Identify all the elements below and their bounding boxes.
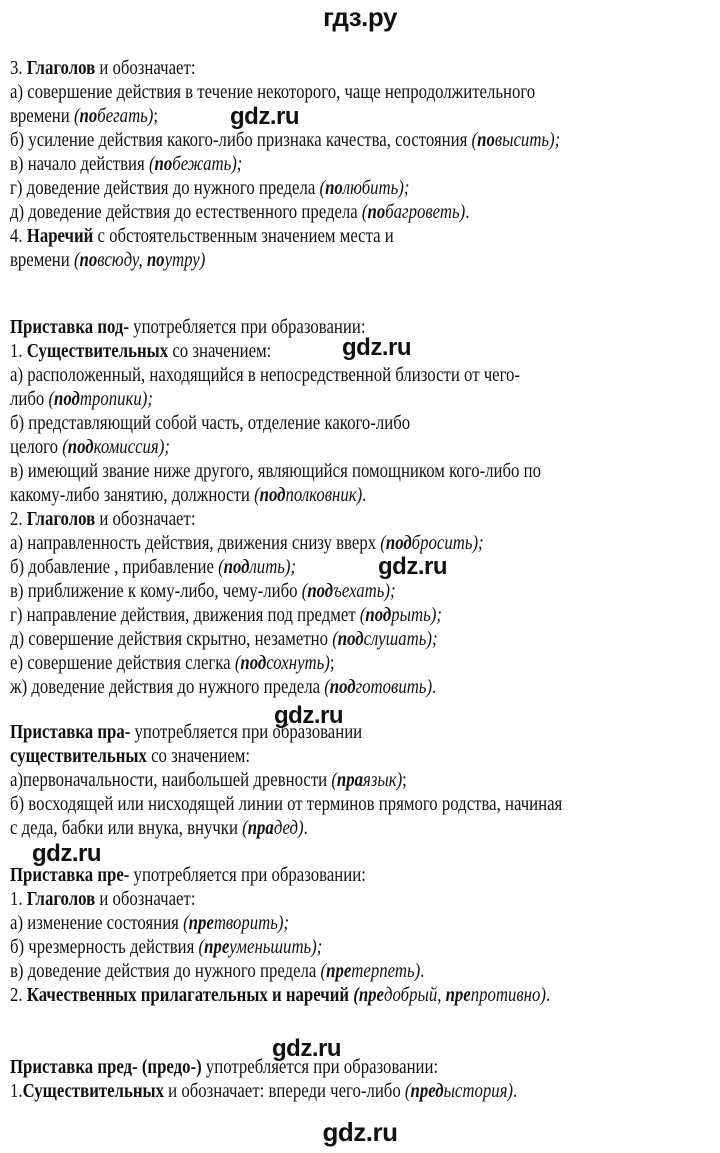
item-number: 4. bbox=[10, 226, 27, 247]
text: с обстоятельственным значением места и bbox=[93, 226, 394, 247]
bold-term: Глаголов bbox=[26, 889, 96, 910]
example-rest: багроветь) bbox=[385, 202, 466, 223]
text: либо bbox=[10, 389, 49, 410]
paren: ( bbox=[324, 677, 330, 698]
bold-term: Существительных bbox=[26, 341, 169, 362]
example-rest: уменьшить) bbox=[229, 937, 317, 958]
text: г) доведение действия до нужного предела bbox=[10, 178, 320, 199]
section-title-pod bbox=[10, 316, 366, 340]
text: а) совершение действия в течение некоторого, чаще непродолжительного bbox=[10, 82, 536, 103]
example-rest: сохнуть) bbox=[266, 653, 330, 674]
text: б) восходящей или нисходящей линии от терминов прямого родства, начиная bbox=[10, 794, 563, 815]
prefix: под bbox=[337, 629, 364, 650]
example-rest: бросить) bbox=[411, 533, 479, 554]
bold-term: Приставка пред- (предо-) bbox=[10, 1057, 202, 1078]
punct: ; bbox=[236, 154, 243, 175]
list-item bbox=[10, 676, 436, 700]
list-item bbox=[10, 793, 562, 817]
watermark: gdz.ru bbox=[274, 702, 343, 729]
example bbox=[149, 154, 242, 175]
paren: ( bbox=[320, 961, 327, 982]
example bbox=[62, 437, 170, 458]
example bbox=[74, 250, 205, 271]
paren: ( bbox=[62, 437, 68, 458]
text: употребляется при образовании: bbox=[129, 865, 366, 886]
punct: ; bbox=[431, 629, 438, 650]
paren: ( bbox=[198, 937, 205, 958]
text: а)первоначальности, наибольшей древности bbox=[10, 770, 332, 791]
bold-term: Качественных прилагательных и наречий bbox=[26, 985, 354, 1006]
paren: ( bbox=[359, 605, 366, 626]
watermark: gdz.ru bbox=[230, 103, 299, 130]
punct: . bbox=[545, 985, 551, 1006]
example-rest: утру) bbox=[164, 250, 206, 271]
adverbs-heading-po bbox=[10, 225, 394, 249]
prefix: пре bbox=[204, 937, 230, 958]
bold-term: Приставка под- bbox=[10, 317, 129, 338]
prefix: под bbox=[259, 485, 286, 506]
punct: ; bbox=[290, 557, 297, 578]
list-item bbox=[10, 484, 366, 508]
section-title-pre bbox=[10, 864, 366, 888]
example-rest: терпеть) bbox=[351, 961, 421, 982]
punct: ; bbox=[389, 581, 396, 602]
example bbox=[254, 485, 362, 506]
punct: ; bbox=[164, 437, 170, 458]
example-rest: ъехать) bbox=[333, 581, 390, 602]
example-rest: полковник) bbox=[285, 485, 363, 506]
example-rest: творить) bbox=[213, 913, 284, 934]
punct: . bbox=[513, 1081, 518, 1102]
item-number: 2. bbox=[10, 509, 27, 530]
nouns-line-pred bbox=[10, 1080, 517, 1104]
list-item bbox=[10, 628, 438, 652]
punct: ; bbox=[402, 770, 407, 791]
paren: ( bbox=[48, 389, 55, 410]
prefix: под bbox=[365, 605, 392, 626]
text: е) совершение действия слегка bbox=[10, 653, 235, 674]
example bbox=[353, 985, 546, 1006]
punct: . bbox=[465, 202, 470, 223]
example bbox=[405, 1081, 513, 1102]
bold-term: Наречий bbox=[26, 226, 94, 247]
section-line-pra bbox=[10, 745, 250, 769]
example bbox=[380, 533, 483, 554]
list-item bbox=[10, 460, 541, 484]
example-rest: всюду, bbox=[97, 250, 147, 271]
item-number: 1. bbox=[10, 889, 27, 910]
paren: ( bbox=[319, 178, 326, 199]
item-number: 2. bbox=[10, 985, 27, 1006]
example bbox=[242, 818, 303, 839]
paren: ( bbox=[148, 154, 155, 175]
example-rest: тропики) bbox=[79, 389, 148, 410]
paren: ( bbox=[404, 1081, 411, 1102]
list-item bbox=[10, 769, 407, 793]
prefix: под bbox=[329, 677, 356, 698]
punct: ; bbox=[283, 913, 290, 934]
list-item bbox=[10, 652, 335, 676]
prefix: по bbox=[367, 202, 386, 223]
example-rest: слушать) bbox=[363, 629, 432, 650]
example-rest: рыть) bbox=[391, 605, 437, 626]
example bbox=[360, 605, 442, 626]
prefix: пре bbox=[358, 985, 384, 1006]
text: а) направленность действия, движения снизу вверх bbox=[10, 533, 381, 554]
list-item bbox=[10, 81, 535, 105]
example-rest: готовить) bbox=[355, 677, 433, 698]
prefix: пра bbox=[336, 770, 364, 791]
text: б) чрезмерность действия bbox=[10, 937, 199, 958]
list-item bbox=[10, 436, 170, 460]
list-item bbox=[10, 249, 205, 273]
list-item bbox=[10, 604, 442, 628]
paren: ( bbox=[301, 581, 308, 602]
text: д) совершение действия скрытно, незаметно bbox=[10, 629, 333, 650]
text: а) изменение состояния bbox=[10, 913, 184, 934]
punct: . bbox=[303, 818, 308, 839]
example-rest: язык) bbox=[363, 770, 403, 791]
text: а) расположенный, находящийся в непосредственной близости от чего- bbox=[10, 365, 521, 386]
prefix: пре bbox=[326, 961, 352, 982]
watermark: gdz.ru bbox=[32, 840, 101, 867]
example bbox=[199, 937, 323, 958]
punct: ; bbox=[316, 937, 323, 958]
example bbox=[302, 581, 396, 602]
example-rest: противно) bbox=[470, 985, 546, 1006]
text: и обозначает: bbox=[95, 889, 196, 910]
punct: . bbox=[420, 961, 425, 982]
punct: ; bbox=[403, 178, 410, 199]
text: и обозначает: впереди чего-либо bbox=[163, 1081, 405, 1102]
paren: ( bbox=[234, 653, 241, 674]
prefix: по bbox=[325, 178, 343, 199]
list-item bbox=[10, 153, 242, 177]
prefix: по bbox=[154, 154, 173, 175]
punct: ; bbox=[147, 389, 153, 410]
text: целого bbox=[10, 437, 63, 458]
list-item bbox=[10, 556, 296, 580]
text: с деда, бабки или внука, внучки bbox=[10, 818, 243, 839]
punct: ; bbox=[478, 533, 484, 554]
paren: ( bbox=[73, 250, 80, 271]
adjectives-line-pre bbox=[10, 984, 550, 1008]
prefix: по bbox=[79, 106, 98, 127]
text: б) добавление , прибавление bbox=[10, 557, 219, 578]
text: б) представляющий собой часть, отделение какого-либо bbox=[10, 413, 411, 434]
paren: ( bbox=[361, 202, 368, 223]
text: времени bbox=[10, 250, 74, 271]
text: ж) доведение действия до нужного предела bbox=[10, 677, 325, 698]
punct: ; bbox=[329, 653, 335, 674]
item-number: 3. bbox=[10, 58, 27, 79]
verbs-heading-pod bbox=[10, 508, 195, 532]
example-rest: ыстория) bbox=[443, 1081, 514, 1102]
list-item bbox=[10, 129, 560, 153]
paren: ( bbox=[242, 818, 248, 839]
prefix: под bbox=[385, 533, 412, 554]
example-rest: комиссия) bbox=[93, 437, 165, 458]
paren: ( bbox=[353, 985, 359, 1006]
footer-watermark: gdz.ru bbox=[322, 1117, 398, 1147]
prefix: по bbox=[477, 130, 495, 151]
prefix: по bbox=[79, 250, 98, 271]
example-rest: бегать) bbox=[97, 106, 154, 127]
list-item bbox=[10, 201, 469, 225]
punct: . bbox=[362, 485, 367, 506]
section-title-pra bbox=[10, 721, 362, 745]
example bbox=[218, 557, 296, 578]
example-rest: бежать) bbox=[172, 154, 237, 175]
text: в) начало действия bbox=[10, 154, 149, 175]
paren: ( bbox=[331, 770, 337, 791]
list-item bbox=[10, 105, 158, 129]
list-item bbox=[10, 960, 424, 984]
bold-term: Приставка пра- bbox=[10, 722, 131, 743]
text: в) имеющий звание ниже другого, являющийся помощником кого-либо по bbox=[10, 461, 541, 482]
text: в) доведение действия до нужного предела bbox=[10, 961, 321, 982]
text: употребляется при образовании: bbox=[201, 1057, 439, 1078]
prefix: под bbox=[240, 653, 267, 674]
example bbox=[331, 770, 402, 791]
text: и обозначает: bbox=[95, 58, 196, 79]
text: со значением: bbox=[168, 341, 272, 362]
punct: ; bbox=[436, 605, 442, 626]
example-rest: добрый, bbox=[383, 985, 446, 1006]
list-item bbox=[10, 177, 409, 201]
site-header-title: гдз.ру bbox=[323, 2, 397, 32]
list-item bbox=[10, 412, 410, 436]
item-number: 1. bbox=[10, 341, 27, 362]
example bbox=[183, 913, 289, 934]
paren: ( bbox=[471, 130, 478, 151]
example-rest: дед) bbox=[273, 818, 304, 839]
example bbox=[362, 202, 465, 223]
bold-term: Приставка пре- bbox=[10, 865, 130, 886]
example bbox=[332, 629, 437, 650]
text: в) приближение к кому-либо, чему-либо bbox=[10, 581, 302, 602]
example-rest: лить) bbox=[249, 557, 291, 578]
paren: ( bbox=[218, 557, 224, 578]
prefix: под bbox=[223, 557, 250, 578]
list-item bbox=[10, 936, 322, 960]
list-item bbox=[10, 580, 396, 604]
prefix: пре bbox=[188, 913, 214, 934]
item-number: 1. bbox=[10, 1081, 23, 1102]
paren: ( bbox=[73, 106, 80, 127]
example bbox=[472, 130, 561, 151]
nouns-heading-pod bbox=[10, 340, 271, 364]
list-item bbox=[10, 364, 520, 388]
punct: ; bbox=[153, 106, 159, 127]
example bbox=[74, 106, 153, 127]
prefix: под bbox=[307, 581, 334, 602]
text: д) доведение действия до естественного предела bbox=[10, 202, 362, 223]
example bbox=[48, 389, 152, 410]
section-title-pred bbox=[10, 1056, 438, 1080]
watermark: gdz.ru bbox=[342, 334, 411, 361]
prefix: по bbox=[146, 250, 165, 271]
text: времени bbox=[10, 106, 74, 127]
punct: ; bbox=[554, 130, 561, 151]
watermark: gdz.ru bbox=[378, 553, 447, 580]
example bbox=[321, 961, 421, 982]
text: г) направление действия, движения под предмет bbox=[10, 605, 360, 626]
watermark: gdz.ru bbox=[272, 1035, 341, 1062]
text: и обозначает: bbox=[95, 509, 196, 530]
prefix: пре bbox=[445, 985, 471, 1006]
paren: ( bbox=[332, 629, 338, 650]
text: какому-либо занятию, должности bbox=[10, 485, 255, 506]
text: употребляется при образовании: bbox=[128, 317, 366, 338]
punct: . bbox=[432, 677, 437, 698]
example-rest: любить) bbox=[342, 178, 404, 199]
prefix: под bbox=[54, 389, 80, 410]
list-item bbox=[10, 912, 289, 936]
bold-term: существительных bbox=[10, 746, 147, 767]
list-item bbox=[10, 388, 153, 412]
text: употребляется при образовании bbox=[130, 722, 363, 743]
verbs-heading-pre bbox=[10, 888, 195, 912]
text: б) усиление действия какого-либо признака качества, состояния bbox=[10, 130, 472, 151]
prefix: пра bbox=[247, 818, 274, 839]
verbs-heading-po bbox=[10, 57, 195, 81]
example bbox=[235, 653, 330, 674]
example-rest: высить) bbox=[494, 130, 555, 151]
bold-term: Существительных bbox=[22, 1081, 164, 1102]
paren: ( bbox=[183, 913, 189, 934]
paren: ( bbox=[380, 533, 386, 554]
example bbox=[324, 677, 432, 698]
text: со значением: bbox=[146, 746, 251, 767]
bold-term: Глаголов bbox=[26, 58, 96, 79]
paren: ( bbox=[254, 485, 260, 506]
bold-term: Глаголов bbox=[26, 509, 96, 530]
prefix: под bbox=[67, 437, 94, 458]
example bbox=[319, 178, 409, 199]
prefix: пред bbox=[410, 1081, 444, 1102]
list-item bbox=[10, 817, 308, 841]
